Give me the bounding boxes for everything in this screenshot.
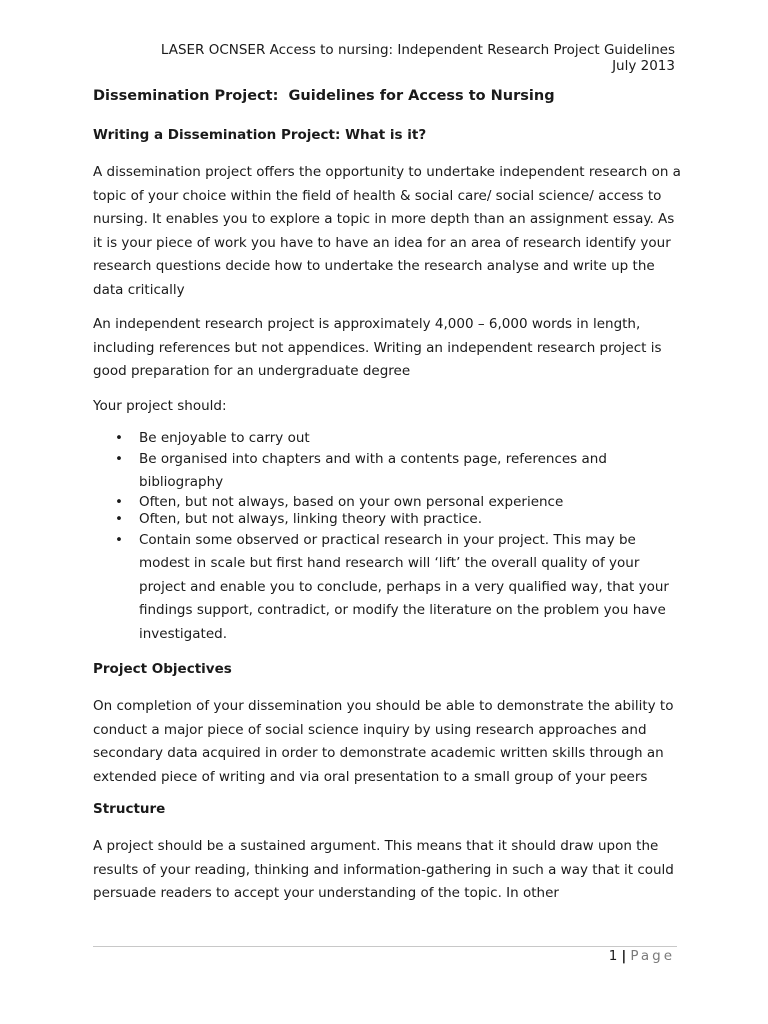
bullet-icon: • [115, 511, 123, 527]
requirements-list [93, 430, 683, 646]
footer-separator: | [621, 948, 627, 964]
page-number: 1 [608, 948, 618, 964]
bullet-icon: • [115, 531, 123, 548]
page-label: Page [630, 948, 675, 964]
list-item-text: Be organised into chapters and with a contents page, references and bibliography [139, 450, 607, 490]
paragraph-length: An independent research project is approximately 4,000 – 6,000 words in length, including references but not appendices. Writing an independent research project is good preparation for an undergraduate degree [93, 316, 662, 379]
document-title-part2: Guidelines for Access to Nursing [288, 88, 555, 104]
paragraph-structure: A project should be a sustained argument. This means that it should draw upon the results of your reading, thinking and information-gathering in such a way that it could persuade readers to accept your understanding of the topic. In other [93, 838, 674, 901]
bullet-icon: • [115, 493, 123, 510]
document-body [93, 86, 683, 917]
list-item-text: Often, but not always, based on your own personal experience [139, 493, 564, 510]
bullet-icon: • [115, 430, 123, 446]
document-title [93, 86, 683, 106]
paragraph-your-project-should: Your project should: [93, 397, 227, 414]
list-item [93, 494, 683, 512]
list-item [93, 430, 683, 448]
page-header [161, 42, 675, 74]
paragraph-objectives: On completion of your dissemination you should be able to demonstrate the ability to conduct a major piece of social science inquiry by using research approaches and secondary data acquired in order to demonstrate academic written skills through an extended piece of writing and via oral presentation to a small group of your peers [93, 698, 674, 785]
list-item [93, 448, 683, 494]
footer-divider [93, 946, 677, 947]
list-item [93, 511, 683, 529]
page-footer [609, 948, 675, 964]
header-title: LASER OCNSER Access to nursing: Independent Research Project Guidelines [160, 42, 675, 58]
list-item-text: Contain some observed or practical research in your project. This may be modest in scale but first hand research will ‘lift’ the overall quality of your project and enable you to conclude, perhaps in a very qualified way, that your findings support, contradict, or modify the literature on the problem you have investigated. [139, 531, 669, 642]
bullet-icon: • [115, 450, 123, 467]
section-heading-objectives: Project Objectives [93, 661, 232, 677]
list-item-text: Often, but not always, linking theory with practice. [139, 511, 483, 527]
header-date: July 2013 [612, 58, 675, 74]
paragraph-intro: A dissemination project offers the opportunity to undertake independent research on a topic of your choice within the field of health & social care/ social science/ access to nursing. It enables you to explore a topic in more depth than an assignment essay. As it is your piece of work you have to have an idea for an area of research identify your research questions decide how to undertake the research analyse and write up the data critically [93, 164, 681, 298]
list-item-text: Be enjoyable to carry out [139, 430, 310, 446]
list-item [93, 529, 683, 647]
section-heading-structure: Structure [93, 801, 166, 817]
document-title-part1: Dissemination Project: [93, 88, 279, 104]
section-heading-what-is-it: Writing a Dissemination Project: What is it? [93, 127, 427, 143]
